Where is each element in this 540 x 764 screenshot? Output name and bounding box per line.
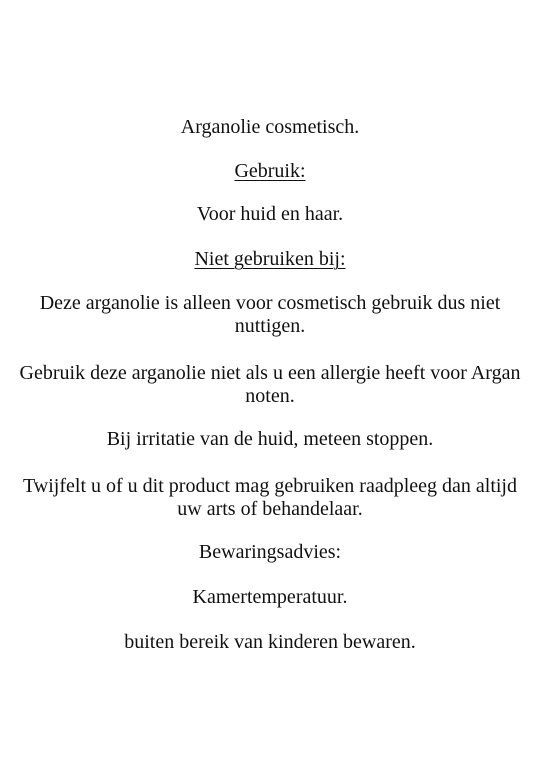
storage-children: buiten bereik van kinderen bewaren. <box>124 631 416 653</box>
warnings-heading: Niet gebruiken bij: <box>194 248 346 270</box>
storage-heading: Bewaringsadvies: <box>198 541 342 563</box>
usage-text: Voor huid en haar. <box>196 203 344 225</box>
warning-doubt <box>0 475 540 521</box>
usage-heading: Gebruik: <box>234 160 306 182</box>
warning-cosmetic-only-line-1: Deze arganolie is alleen voor cosmetisch gebruik dus niet <box>39 292 501 314</box>
warning-cosmetic-only <box>0 292 540 338</box>
warning-allergy <box>0 362 540 408</box>
warning-irritation: Bij irritatie van de huid, meteen stoppen. <box>106 428 434 450</box>
warning-cosmetic-only-line-2: nuttigen. <box>234 315 306 337</box>
warning-allergy-line-1: Gebruik deze arganolie niet als u een allergie heeft voor Argan <box>19 362 521 384</box>
document-title: Arganolie cosmetisch. <box>180 116 360 138</box>
warning-doubt-line-1: Twijfelt u of u dit product mag gebruiken raadpleeg dan altijd <box>22 475 517 497</box>
warning-allergy-line-2: noten. <box>245 385 295 407</box>
warning-doubt-line-2: uw arts of behandelaar. <box>177 498 363 520</box>
storage-temperature: Kamertemperatuur. <box>192 586 348 608</box>
